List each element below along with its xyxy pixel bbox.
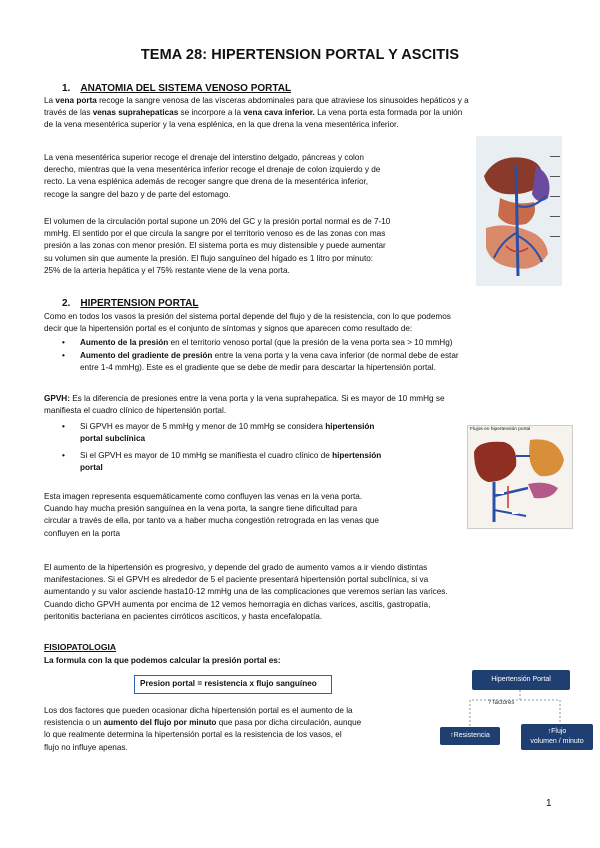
diagram-flujo-box: ↑Flujo volumen / minuto	[521, 724, 593, 750]
formula-box: Presion portal = resistencia x flujo sanguíneo	[134, 675, 332, 694]
paragraph-esquema: Esta imagen representa esquemáticamente como confluyen las venas en la vena porta. Cuando hay mucha presión sanguínea en la vena porta, la sangre tiene dificultad para circular a través de ella, por tanto va a haber mucha congestión retrograda en las venas que confluyen en la porta	[44, 492, 379, 538]
paragraph-progresion: El aumento de la hipertensión es progresivo, y depende del grado de aumento vamos a ir viendo distintas manifestaciones. Si el GPVH es alrededor de 5 el paciente presentará hipertensión portal subclínica, si va aumentando y su valor asciende hasta10-12 mmHg una de las complicaciones que veremos serían las varices. Cuando dicho GPVH aumenta por encima de 12 vemos hemorragia en dichas varices, ascitis, gastropatía, peritonitis bacteriana en pacientes cirróticos ascíticos, y hasta encefalopatía.	[44, 563, 448, 621]
section-heading-hipertension: 2. HIPERTENSION PORTAL	[62, 298, 199, 309]
page-title: TEMA 28: HIPERTENSION PORTAL Y ASCITIS	[140, 47, 460, 63]
paragraph-definicion: Como en todos los vasos la presión del sistema portal depende del flujo y de la resistencia, con lo que podemos decir que la hipertensión portal es el conjunto de síntomas y signos que aparecen como resultado de:	[44, 312, 451, 334]
paragraph-mesenterica: La vena mesentérica superior recoge el drenaje del interstino delgado, páncreas y colon derecho, mientras que la vena mesentérica inferior recoge el drenaje de colon izquierdo y de recto. La vena esplénica además de recoger sangre que drena de la mesentérica inferior, recoge la sangre del bazo y de parte del estomago.	[44, 153, 381, 199]
portal-flow-figure-label: Flujos en hipertensión portal	[470, 427, 531, 432]
section-heading-anatomy: 1. ANATOMIA DEL SISTEMA VENOSO PORTAL	[62, 83, 292, 94]
page-number: 1	[546, 798, 552, 809]
bullet-aumento-presion: • Aumento de la presión en el territorio venoso portal (que la presión de la vena porta sea > 10 mmHg)	[62, 338, 453, 347]
subheading-fisiopatologia: FISIOPATOLOGIA	[44, 642, 117, 652]
portal-flow-figure	[467, 425, 573, 529]
portal-anatomy-figure	[476, 136, 562, 286]
bullet-gpvh-subclinica: • Si GPVH es mayor de 5 mmHg y menor de 10 mmHg se considera hipertensión portal subclínica	[62, 422, 375, 444]
paragraph-gpvh: GPVH: Es la diferencia de presiones entre la vena porta y la vena suprahepatica. Si es mayor de 10 mmHg se manifiesta el cuadro clínico de hipertensión portal.	[44, 394, 445, 416]
bullet-gpvh-clinica: • Si el GPVH es mayor de 10 mmHg se manifiesta el cuadro clínico de hipertensión portal	[62, 451, 382, 473]
diagram-resistencia-box: ↑Resistencia	[440, 727, 500, 745]
formula-intro: La formula con la que podemos calcular la presión portal es:	[44, 656, 281, 665]
diagram-hipertension-box: Hipertensión Portal	[472, 670, 570, 690]
paragraph-vena-porta: La vena porta recoge la sangre venosa de las vísceras abdominales para que atraviese los sinusoides hepáticos y a través de las venas suprahepaticas se incorpore a la vena cava inferior. La vena porta esta formada por la unión de la vena mesentérica superior y la vena esplénica, en la que drena la vena mesentérica inferior.	[44, 96, 469, 130]
diagram-factores-label: ? factores	[488, 700, 515, 706]
paragraph-volumen: El volumen de la circulación portal supone un 20% del GC y la presión portal normal es de 7-10 mmHg. El sentido por el que circula la sangre por el territorio venoso es de las zonas con mas presión a las zonas con menor presión. El sistema porta es muy distensible y puede aumentar su volumen sin que aumente la presión. El flujo sanguíneo del hígado es 1 litro por minuto: 25% de la arteria hepática y el 75% restante viene de la vena porta.	[44, 217, 391, 275]
paragraph-factores: Los dos factores que pueden ocasionar dicha hipertensión portal es el aumento de la resistencia o un aumento del flujo por minuto que pasa por dicha circulación, aunque lo que realmente determina la hipertensión portal es la resistencia de los vasos, el flujo no influye apenas.	[44, 706, 362, 752]
bullet-aumento-gradiente: • Aumento del gradiente de presión entre la vena porta y la vena cava inferior (de normal debe de estar entre 1-4 mmHg). Este es el gradiente que se debe de medir para descartar la hipertensión portal.	[62, 351, 459, 373]
